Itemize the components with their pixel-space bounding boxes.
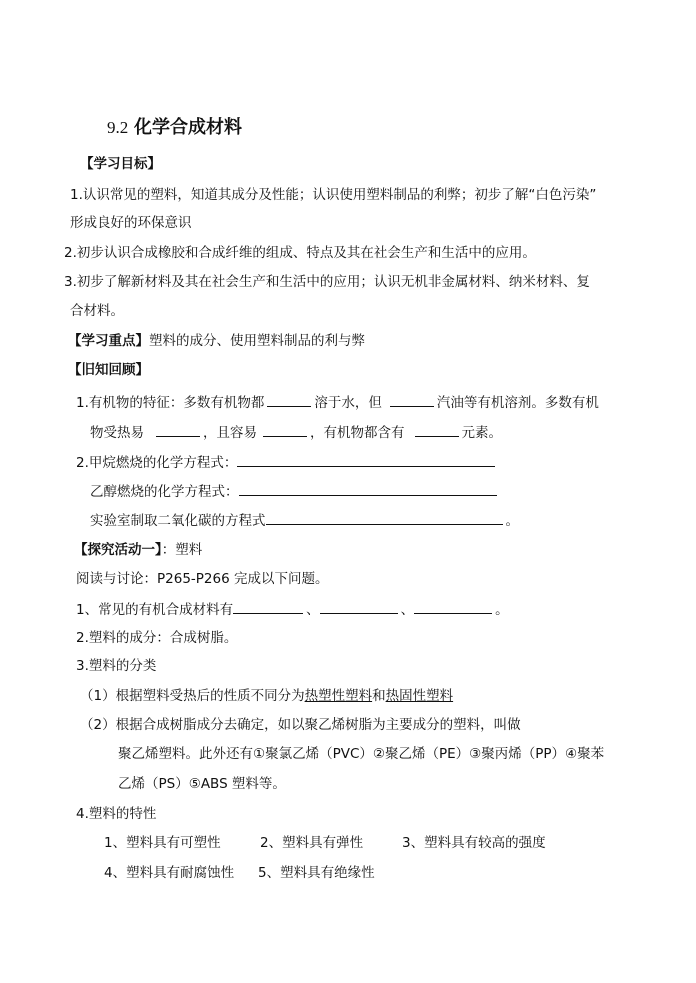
classification-1: （1）根据塑料受热后的性质不同分为热塑性塑料和热固性塑料 [80, 688, 454, 704]
review-q2: 2.甲烷燃烧的化学方程式： [76, 453, 498, 472]
blank-field[interactable] [320, 600, 398, 614]
page-title: 9.2 化学合成材料 [107, 117, 242, 138]
activity-read: 阅读与讨论：P265-P266 完成以下问题。 [76, 571, 329, 587]
classification-2: （2）根据合成树脂成分去确定，如以聚乙烯树脂为主要成分的塑料，叫做 [80, 717, 521, 733]
goal-item-3: 3.初步了解新材料及其在社会生产和生活中的应用；认识无机非金属材料、纳米材料、复 [64, 274, 590, 290]
blank-field[interactable] [414, 600, 492, 614]
review-q2b: 乙醇燃烧的化学方程式： [90, 482, 500, 501]
goal-item-1: 1.认识常见的塑料，知道其成分及性能；认识使用塑料制品的利弊；初步了解“白色污染” [70, 187, 597, 203]
classification-2-cont: 聚乙烯塑料。此外还有①聚氯乙烯（PVC）②聚乙烯（PE）③聚丙烯（PP）④聚苯 [118, 746, 605, 762]
blank-field[interactable] [237, 453, 495, 467]
property-4: 4、塑料具有耐腐蚀性 [104, 865, 235, 881]
goal-item-1-cont: 形成良好的环保意识 [70, 215, 192, 231]
focus-line: 【学习重点】塑料的成分、使用塑料制品的利与弊 [68, 333, 365, 349]
property-5: 5、塑料具有绝缘性 [258, 865, 375, 881]
property-3: 3、塑料具有较高的强度 [402, 835, 546, 851]
property-2: 2、塑料具有弹性 [260, 835, 364, 851]
review-q2c: 实验室制取二氧化碳的方程式 。 [90, 513, 519, 529]
blank-field[interactable] [239, 482, 497, 496]
activity-q4: 4.塑料的特性 [76, 806, 157, 822]
review-q1-cont: 物受热易 ，且容易 ，有机物都含有 元素。 [90, 425, 502, 441]
review-heading: 【旧知回顾】 [68, 362, 149, 378]
classification-2-cont2: 乙烯（PS）⑤ABS 塑料等。 [118, 776, 286, 792]
goal-item-3-cont: 合材料。 [70, 303, 124, 319]
review-q1: 1.有机物的特征：多数有机物都 溶于水，但 汽油等有机溶剂。多数有机 [76, 395, 599, 411]
goal-item-2: 2.初步认识合成橡胶和合成纤维的组成、特点及其在社会生产和生活中的应用。 [64, 245, 536, 261]
blank-field[interactable] [266, 511, 503, 525]
blank-field[interactable] [390, 393, 434, 407]
blank-field[interactable] [263, 423, 307, 437]
activity-q1: 1、常见的有机合成材料有 、 、 。 [76, 602, 509, 618]
goals-heading: 【学习目标】 [80, 156, 161, 172]
blank-field[interactable] [267, 393, 311, 407]
property-1: 1、塑料具有可塑性 [104, 835, 221, 851]
activity-heading: 【探究活动一】：塑料 [74, 542, 203, 558]
blank-field[interactable] [233, 600, 303, 614]
activity-q3: 3.塑料的分类 [76, 658, 157, 674]
activity-q2: 2.塑料的成分：合成树脂。 [76, 630, 238, 646]
focus-heading: 【学习重点】 [68, 333, 149, 349]
blank-field[interactable] [156, 423, 200, 437]
blank-field[interactable] [415, 423, 459, 437]
